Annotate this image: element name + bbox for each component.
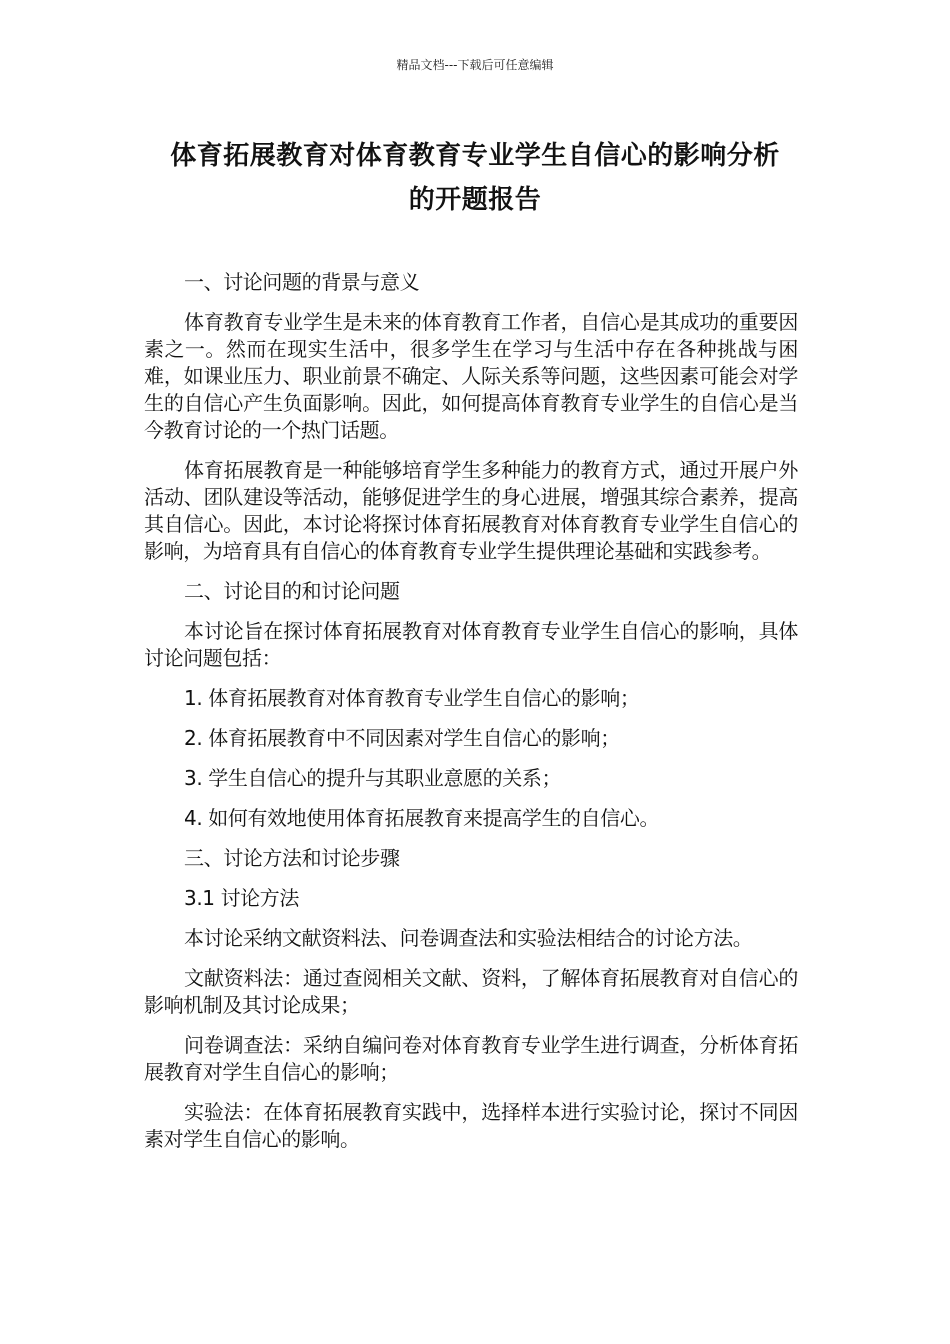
list-item-4: 4. 如何有效地使用体育拓展教育来提高学生的自信心。 (184, 806, 660, 830)
section-heading-1: 一、讨论问题的背景与意义 (184, 270, 420, 294)
paragraph-methods: 本讨论采纳文献资料法、问卷调查法和实验法相结合的讨论方法。 (184, 926, 753, 950)
title-line-2: 的开题报告 (408, 185, 542, 215)
paragraph-background-2: 体育拓展教育是一种能够培育学生多种能力的教育方式，通过开展户外活动、团队建设等活动，能够促进学生的身心进展，增强其综合素养，提高其自信心。因此，本讨论将探讨体育拓展教育对体育教育专业学生自信心的影响，为培育具有自信心的体育教育专业学生提供理论基础和实践参考。 (144, 458, 798, 563)
document-body (144, 269, 798, 1166)
list-item-2: 2. 体育拓展教育中不同因素对学生自信心的影响； (184, 726, 620, 750)
section-heading-3: 三、讨论方法和讨论步骤 (184, 846, 400, 870)
paragraph-literature-method: 文献资料法：通过查阅相关文献、资料，了解体育拓展教育对自信心的影响机制及其讨论成果； (144, 966, 798, 1017)
paragraph-background-1: 体育教育专业学生是未来的体育教育工作者，自信心是其成功的重要因素之一。然而在现实生活中，很多学生在学习与生活中存在各种挑战与困难，如课业压力、职业前景不确定、人际关系等问题，这些因素可能会对学生的自信心产生负面影响。因此，如何提高体育教育专业学生的自信心是当今教育讨论的一个热门话题。 (144, 310, 798, 442)
paragraph-experiment-method: 实验法：在体育拓展教育实践中，选择样本进行实验讨论，探讨不同因素对学生自信心的影响。 (144, 1100, 798, 1151)
paragraph-purpose: 本讨论旨在探讨体育拓展教育对体育教育专业学生自信心的影响，具体讨论问题包括： (144, 619, 798, 670)
section-heading-2: 二、讨论目的和讨论问题 (184, 579, 400, 603)
list-item-1: 1. 体育拓展教育对体育教育专业学生自信心的影响； (184, 686, 640, 710)
paragraph-survey-method: 问卷调查法：采纳自编问卷对体育教育专业学生进行调查，分析体育拓展教育对学生自信心的影响； (144, 1033, 798, 1084)
title-line-1: 体育拓展教育对体育教育专业学生自信心的影响分析 (170, 141, 780, 171)
document-title (130, 134, 820, 222)
list-item-3: 3. 学生自信心的提升与其职业意愿的关系； (184, 766, 562, 790)
subsection-heading-3-1: 3.1 讨论方法 (184, 886, 299, 910)
header-note: 精品文档---下载后可任意编辑 (396, 58, 554, 72)
